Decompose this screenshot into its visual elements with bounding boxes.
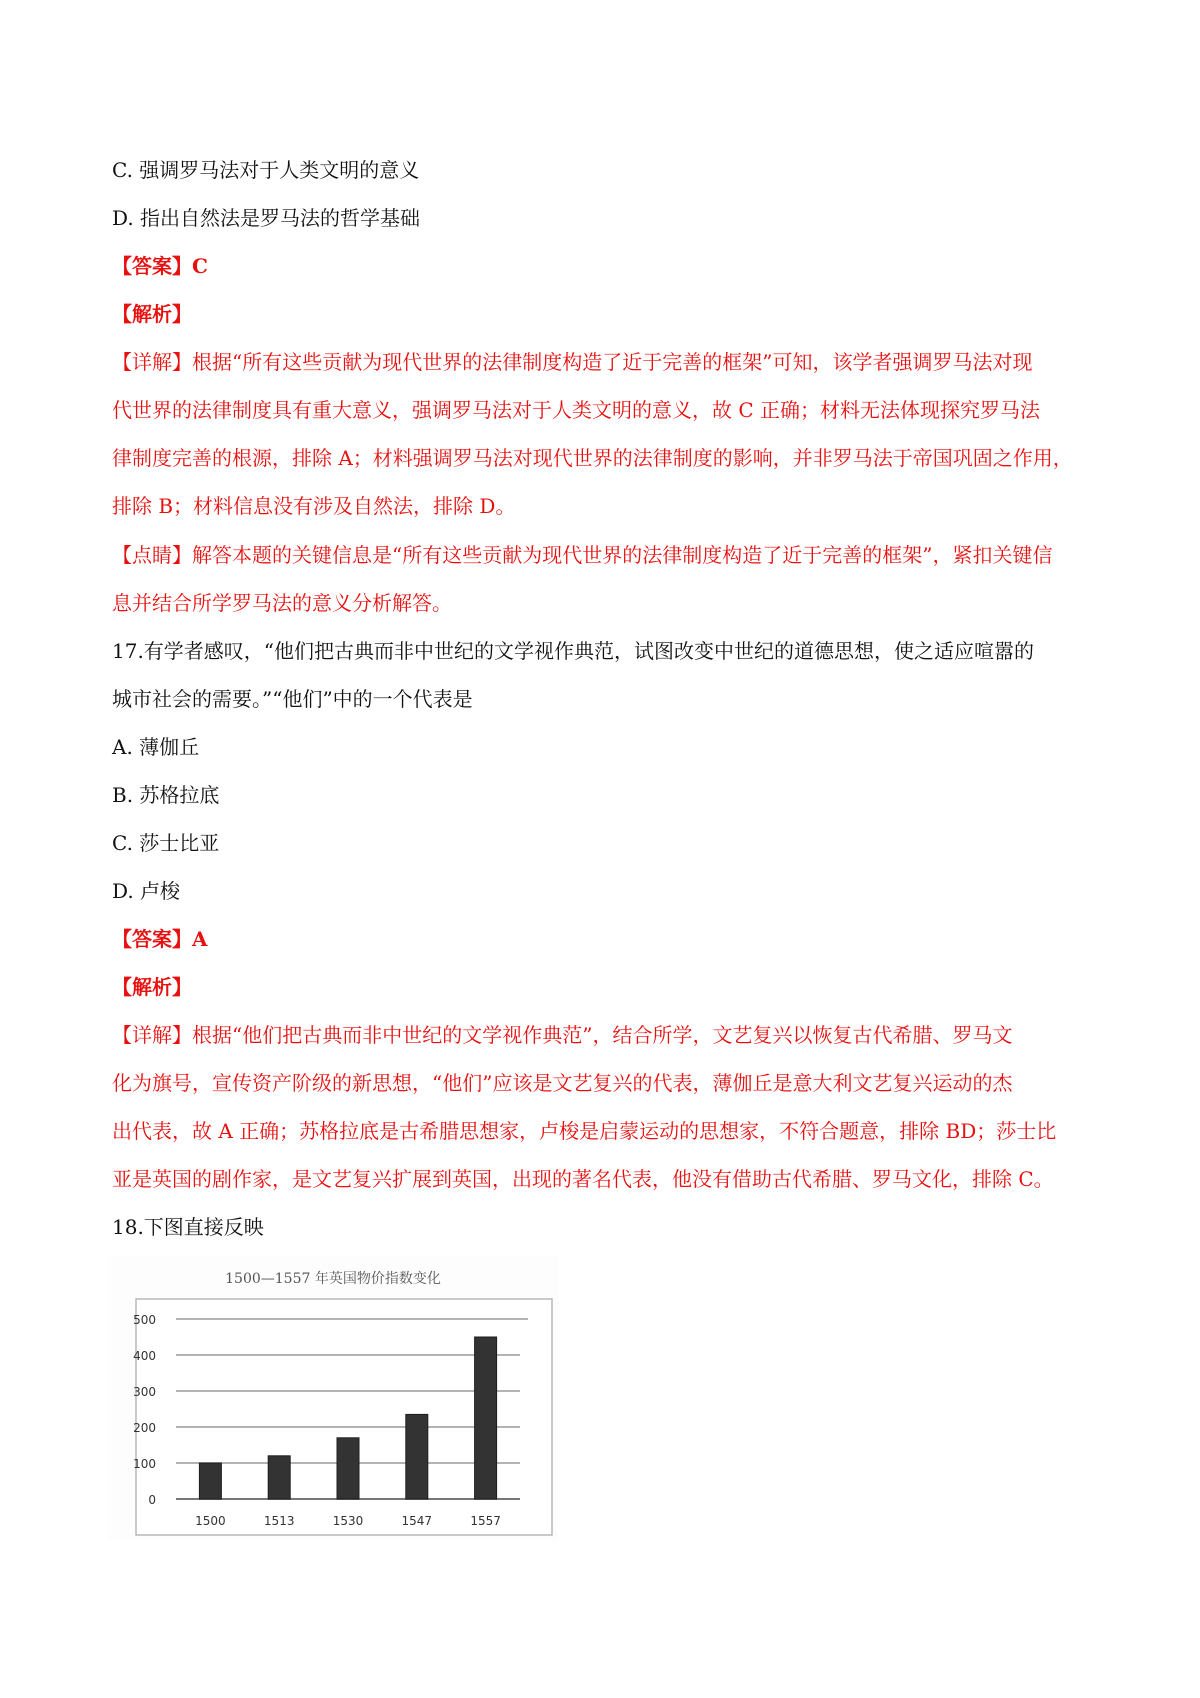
q17-detail-line: 出代表，故 A 正确；苏格拉底是古希腊思想家，卢梭是启蒙运动的思想家，不符合题意，排除 BD；莎士比 (112, 1119, 1057, 1143)
q17-option-c: C. 莎士比亚 (112, 831, 220, 855)
q16-detail-line: 排除 B；材料信息没有涉及自然法，排除 D。 (112, 494, 516, 518)
price-index-chart (108, 1255, 558, 1540)
q18-stem: 18.下图直接反映 (112, 1215, 264, 1239)
q17-detail-line: 亚是英国的剧作家，是文艺复兴扩展到英国，出现的著名代表，他没有借助古代希腊、罗马文化，排除 C。 (112, 1167, 1054, 1191)
q16-answer: 【答案】C (112, 254, 208, 278)
y-tick-label: 300 (133, 1385, 156, 1399)
q16-detail-line: 律制度完善的根源，排除 A；材料强调罗马法对现代世界的法律制度的影响，并非罗马法于帝国巩固之作用， (112, 446, 1073, 470)
y-tick-label: 0 (148, 1493, 156, 1507)
q17-detail-line: 化为旗号，宣传资产阶级的新思想，“他们”应该是文艺复兴的代表，薄伽丘是意大利文艺复兴运动的杰 (112, 1071, 1013, 1095)
q17-option-d: D. 卢梭 (112, 879, 181, 903)
bar (199, 1463, 221, 1499)
q16-option-d: D. 指出自然法是罗马法的哲学基础 (112, 206, 421, 230)
q17-option-b: B. 苏格拉底 (112, 783, 220, 807)
q16-detail-line: 代世界的法律制度具有重大意义，强调罗马法对于人类文明的意义，故 C 正确；材料无法体现探究罗马法 (112, 398, 1041, 422)
q16-point-line: 息并结合所学罗马法的意义分析解答。 (112, 591, 452, 615)
y-tick-label: 500 (133, 1313, 156, 1327)
q16-option-c: C. 强调罗马法对于人类文明的意义 (112, 158, 420, 182)
q17-stem-line: 17.有学者感叹，“他们把古典而非中世纪的文学视作典范，试图改变中世纪的道德思想，使之适应喧嚣的 (112, 639, 1035, 663)
y-tick-label: 200 (133, 1421, 156, 1435)
y-tick-label: 400 (133, 1349, 156, 1363)
q16-analysis-label: 【解析】 (112, 302, 192, 326)
q16-point-line: 【点睛】解答本题的关键信息是“所有这些贡献为现代世界的法律制度构造了近于完善的框架”，紧扣关键信 (112, 543, 1053, 567)
bar (475, 1337, 497, 1499)
x-tick-label: 1530 (332, 1514, 364, 1528)
price-index-chart-svg (108, 1255, 558, 1540)
q17-answer: 【答案】A (112, 927, 208, 951)
bar (406, 1414, 428, 1499)
q17-option-a: A. 薄伽丘 (112, 735, 200, 759)
x-tick-label: 1547 (401, 1514, 433, 1528)
q17-stem-line: 城市社会的需要。”“他们”中的一个代表是 (112, 687, 473, 711)
bar (268, 1456, 290, 1499)
chart-title: 1500—1557 年英国物价指数变化 (225, 1271, 441, 1287)
q17-analysis-label: 【解析】 (112, 975, 192, 999)
q17-detail-line: 【详解】根据“他们把古典而非中世纪的文学视作典范”，结合所学，文艺复兴以恢复古代希腊、罗马文 (112, 1023, 1013, 1047)
x-tick-label: 1500 (195, 1514, 226, 1528)
bar (337, 1438, 359, 1499)
y-tick-label: 100 (133, 1457, 156, 1471)
q16-detail-line: 【详解】根据“所有这些贡献为现代世界的法律制度构造了近于完善的框架”可知，该学者强调罗马法对现 (112, 350, 1033, 374)
x-tick-label: 1557 (470, 1514, 501, 1528)
x-tick-label: 1513 (263, 1514, 295, 1528)
